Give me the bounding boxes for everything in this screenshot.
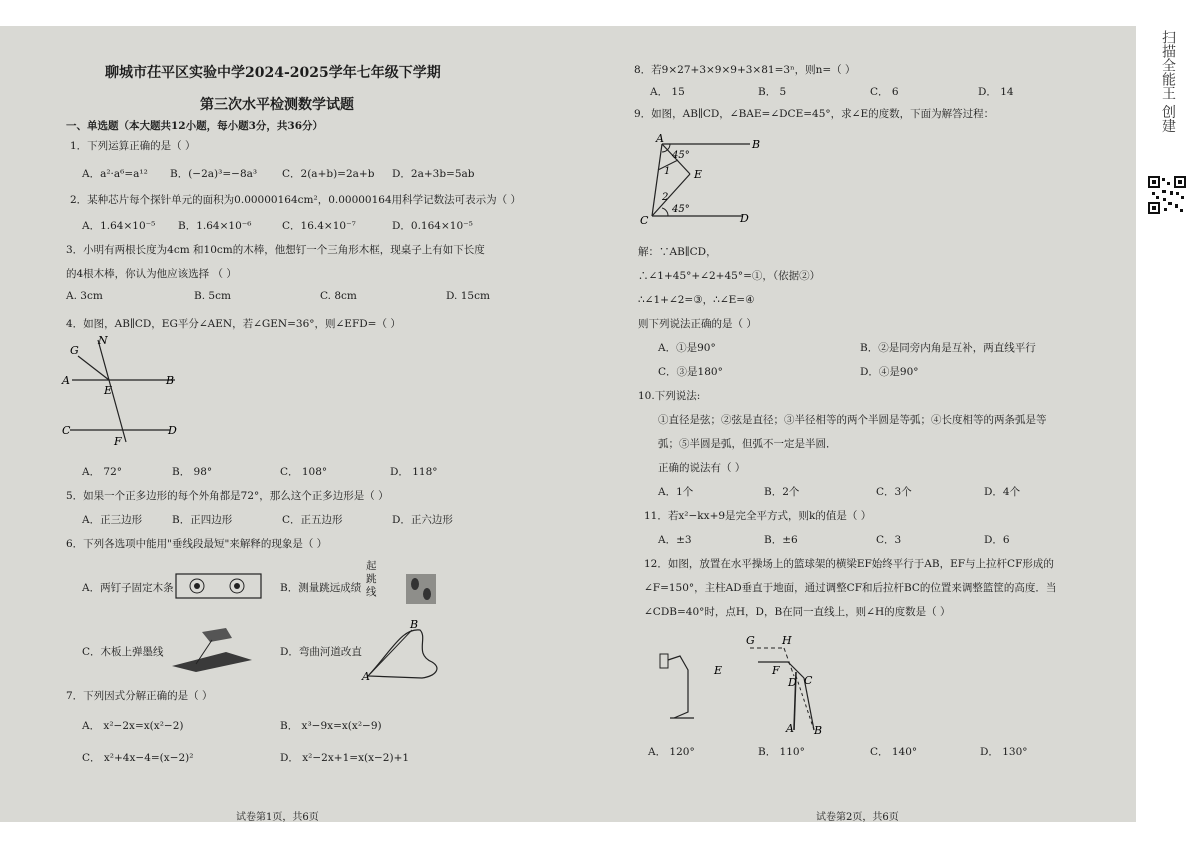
q4-label-c: C [62, 424, 71, 437]
q12-label-b: B [814, 724, 823, 737]
exam-page-1 [0, 26, 560, 822]
q11-option-d: D．6 [984, 534, 1010, 546]
q2-option-c: C．16.4×10⁻⁷ [282, 220, 356, 232]
q9-label-c: C [640, 214, 649, 227]
q3-option-b: B. 5cm [194, 290, 231, 302]
q8-stem: 8．若9×27+3×9×9+3×81=3ⁿ，则n=（ ） [634, 64, 856, 76]
q9-label-d: D [740, 212, 749, 225]
scanner-watermark: 扫描全能王 创建 [1160, 30, 1176, 133]
q2-stem: 2．某种芯片每个探针单元的面积为0.00000164cm²，0.00000164用科学记数法可表示为（ ） [70, 194, 521, 206]
q5-option-b: B．正四边形 [172, 514, 233, 526]
q12-label-h: H [782, 634, 792, 647]
q12-option-b: B． 110° [758, 746, 805, 758]
q10-stem: 10.下列说法: [638, 390, 701, 402]
q6-nailed-strip-figure [175, 572, 265, 602]
q4-label-e: E [104, 384, 113, 397]
page-2-footer: 试卷第2页，共6页 [816, 812, 899, 822]
q7-option-d: D． x²−2x+1=x(x−2)+1 [280, 752, 410, 764]
q12-label-c: C [804, 674, 813, 687]
qr-code-icon [1148, 176, 1186, 214]
q12-line3: ∠CDB=40°时，点H，D，B在同一直线上，则∠H的度数是（ ） [644, 606, 951, 618]
q6-option-a: A．两钉子固定木条 [82, 582, 174, 594]
q9-parallel-lines-figure [632, 130, 792, 230]
q2-option-b: B．1.64×10⁻⁶ [178, 220, 252, 232]
q9-stem: 9．如图，AB∥CD，∠BAE=∠DCE=45°，求∠E的度数，下面为解答过程： [634, 108, 995, 120]
exam-title: 聊城市茌平区实验中学2024-2025学年七年级下学期 [105, 65, 441, 81]
q11-option-c: C．3 [876, 534, 902, 546]
q4-option-b: B． 98° [172, 466, 213, 478]
q5-option-c: C．正五边形 [282, 514, 343, 526]
q4-label-b: B [166, 374, 175, 387]
q10-ask: 正确的说法有（ ） [658, 462, 746, 474]
q1-option-d: D．2a+3b=5ab [392, 168, 475, 180]
q2-option-d: D．0.164×10⁻⁵ [392, 220, 473, 232]
q10-option-a: A．1个 [658, 486, 694, 498]
q9-label-b: B [752, 138, 761, 151]
q11-stem: 11．若x²−kx+9是完全平方式，则k的值是（ ） [644, 510, 872, 522]
page-1-footer: 试卷第1页，共6页 [236, 812, 319, 822]
q5-option-a: A．正三边形 [82, 514, 143, 526]
q12-label-g: G [746, 634, 755, 647]
q1-option-c: C．2(a+b)=2a+b [282, 168, 375, 180]
q5-option-d: D．正六边形 [392, 514, 453, 526]
q10-line1: ①直径是弦；②弦是直径；③半径相等的两个半圆是等弧；④长度相等的两条弧是等 [658, 414, 1047, 426]
q10-option-c: C．3个 [876, 486, 912, 498]
q9-solution-line3: ∴∠1+∠2=③，∴∠E=④ [638, 294, 755, 306]
q9-angle-2: 2 [662, 192, 669, 203]
q9-label-e: E [694, 168, 703, 181]
q5-stem: 5．如果一个正多边形的每个外角都是72°，那么这个正多边形是（ ） [66, 490, 389, 502]
q1-option-a: A．a²·a⁶=a¹² [82, 168, 148, 180]
q10-option-b: B．2个 [764, 486, 800, 498]
q4-stem: 4．如图，AB∥CD，EG平分∠AEN，若∠GEN=36°，则∠EFD=（ ） [66, 318, 401, 330]
q4-option-a: A． 72° [82, 466, 123, 478]
q6-stem: 6．下列各选项中能用"垂线段最短"来解释的现象是（ ） [66, 538, 328, 550]
q1-stem: 1．下列运算正确的是（ ） [70, 140, 196, 152]
q12-basketball-stand-figure [654, 626, 834, 736]
q4-label-n: N [98, 334, 108, 347]
q6-river-figure [362, 620, 452, 682]
q9-solution-line2: ∴∠1+45°+∠2+45°=①，（依据②） [638, 270, 821, 282]
q6-option-c: C．木板上弹墨线 [82, 646, 164, 658]
q8-option-d: D． 14 [978, 86, 1014, 98]
q6-option-b: B．测量跳远成绩 [280, 582, 362, 594]
q9-option-c: C．③是180° [658, 366, 723, 378]
q8-option-b: B． 5 [758, 86, 787, 98]
exam-subtitle: 第三次水平检测数学试题 [200, 97, 354, 113]
q12-line2: ∠F=150°，主柱AD垂直于地面，通过调整CF和后拉杆BC的位置来调整篮筐的高度．当 [644, 582, 1057, 594]
scanned-exam-sheet [0, 26, 1136, 822]
q4-label-g: G [70, 344, 79, 357]
q6-option-d: D．弯曲河道改直 [280, 646, 362, 658]
q12-label-a: A [786, 722, 794, 735]
q4-option-d: D． 118° [390, 466, 438, 478]
q9-angle-top: 45° [672, 150, 690, 161]
q4-label-f: F [114, 435, 122, 448]
q10-line2: 弧；⑤半圆是弧，但弧不一定是半圆． [658, 438, 837, 450]
q8-option-a: A． 15 [650, 86, 685, 98]
exam-page-2 [568, 26, 1136, 822]
q4-label-a: A [62, 374, 70, 387]
q12-label-f: F [772, 664, 780, 677]
q2-option-a: A．1.64×10⁻⁵ [82, 220, 156, 232]
q11-option-b: B．±6 [764, 534, 798, 546]
footprints-icon [404, 572, 438, 606]
ink-line-board-figure [166, 626, 258, 674]
q9-angle-bottom: 45° [672, 204, 690, 215]
q4-option-c: C． 108° [280, 466, 328, 478]
q6-takeoff-line-label: 起跳线 [366, 560, 377, 598]
section-heading: 一、单选题（本大题共12小题，每小题3分，共36分） [66, 120, 324, 132]
q9-solution-line1: 解：∵AB∥CD， [638, 246, 717, 258]
q7-option-b: B． x³−9x=x(x²−9) [280, 720, 382, 732]
q9-label-a: A [656, 132, 664, 145]
q7-stem: 7．下列因式分解正确的是（ ） [66, 690, 213, 702]
q3-option-a: A. 3cm [66, 290, 103, 302]
q9-option-b: B．②是同旁内角是互补，两直线平行 [860, 342, 1036, 354]
q9-angle-1: 1 [664, 166, 671, 177]
q12-label-d: D [788, 676, 797, 689]
q1-option-b: B．(−2a)³=−8a³ [170, 168, 258, 180]
q4-label-d: D [168, 424, 177, 437]
q3-option-c: C. 8cm [320, 290, 357, 302]
q7-option-a: A． x²−2x=x(x²−2) [82, 720, 184, 732]
q9-ask: 则下列说法正确的是（ ） [638, 318, 757, 330]
q6-label-a: A [362, 670, 370, 683]
q9-option-d: D．④是90° [860, 366, 919, 378]
q12-line1: 12．如图，放置在水平操场上的篮球架的横梁EF始终平行于AB，EF与上拉杆CF形成的 [644, 558, 1054, 570]
q4-parallel-lines-figure [60, 334, 190, 448]
q7-option-c: C． x²+4x−4=(x−2)² [82, 752, 194, 764]
q3-stem-line1: 3．小明有两根长度为4cm 和10cm的木棒，他想钉一个三角形木框，现桌子上有如下长度 [66, 244, 485, 256]
q11-option-a: A．±3 [658, 534, 692, 546]
q3-stem-line2: 的4根木棒，你认为他应该选择 （ ） [66, 268, 237, 280]
q12-label-e: E [714, 664, 723, 677]
q12-option-c: C． 140° [870, 746, 918, 758]
q9-option-a: A．①是90° [658, 342, 716, 354]
q12-option-d: D． 130° [980, 746, 1028, 758]
q3-option-d: D. 15cm [446, 290, 490, 302]
q12-option-a: A． 120° [648, 746, 695, 758]
q10-option-d: D．4个 [984, 486, 1021, 498]
q8-option-c: C． 6 [870, 86, 899, 98]
q6-label-b: B [410, 618, 419, 631]
